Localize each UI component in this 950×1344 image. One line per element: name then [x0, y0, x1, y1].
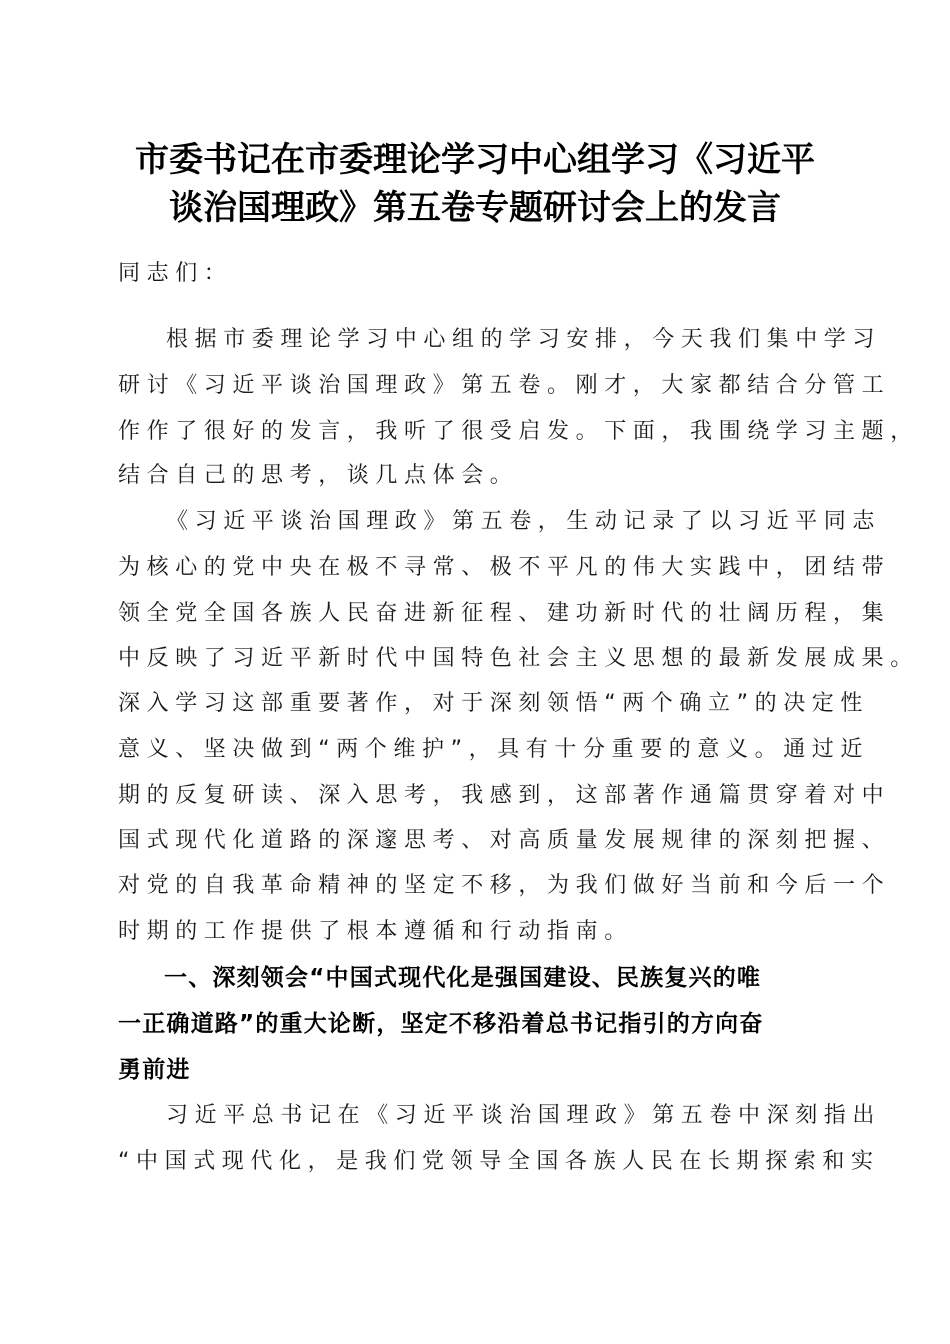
- salutation: 同志们：: [118, 261, 233, 286]
- paragraph-2-line-8: 国式现代化道路的深邃思考、对高质量发展规律的深刻把握、: [118, 828, 891, 853]
- title-line-2: 谈治国理政》第五卷专题研讨会上的发言: [169, 188, 781, 228]
- paragraph-2-line-2: 为核心的党中央在极不寻常、极不平凡的伟大实践中，团结带: [118, 555, 891, 580]
- paragraph-2-line-1: 《习近平谈治国理政》第五卷，生动记录了以习近平同志: [166, 509, 882, 534]
- section-heading-line-2: 一正确道路”的重大论断，坚定不移沿着总书记指引的方向奋: [118, 1011, 764, 1037]
- section-heading-line-3: 勇前进: [118, 1057, 191, 1083]
- paragraph-2-line-9: 对党的自我革命精神的坚定不移，为我们做好当前和今后一个: [118, 873, 891, 898]
- paragraph-2-line-7: 期的反复研读、深入思考，我感到，这部著作通篇贯穿着对中: [118, 783, 891, 808]
- paragraph-2-line-3: 领全党全国各族人民奋进新征程、建功新时代的壮阔历程，集: [118, 601, 891, 626]
- paragraph-1-line-1: 根据市委理论学习中心组的学习安排，今天我们集中学习: [166, 327, 882, 352]
- paragraph-1-line-2: 研讨《习近平谈治国理政》第五卷。刚才，大家都结合分管工: [118, 373, 891, 398]
- title-line-1: 市委书记在市委理论学习中心组学习《习近平: [135, 140, 815, 180]
- section-heading-line-1: 一、深刻领会“中国式现代化是强国建设、民族复兴的唯: [164, 965, 762, 991]
- paragraph-1-line-4: 结合自己的思考，谈几点体会。: [118, 463, 519, 488]
- section-paragraph-line-1: 习近平总书记在《习近平谈治国理政》第五卷中深刻指出: [166, 1103, 882, 1128]
- paragraph-2-line-5: 深入学习这部重要著作，对于深刻领悟“两个确立”的决定性: [118, 691, 869, 716]
- paragraph-2-line-6: 意义、坚决做到“两个维护”，具有十分重要的意义。通过近: [118, 737, 869, 762]
- document-title: [100, 136, 850, 232]
- paragraph-2-line-10: 时期的工作提供了根本遵循和行动指南。: [118, 919, 633, 944]
- paragraph-1-line-3: 作作了很好的发言，我听了很受启发。下面，我围绕学习主题，: [118, 419, 919, 444]
- paragraph-2-line-4: 中反映了习近平新时代中国特色社会主义思想的最新发展成果。: [118, 646, 919, 671]
- section-paragraph-line-2: “中国式现代化，是我们党领导全国各族人民在长期探索和实: [118, 1149, 880, 1174]
